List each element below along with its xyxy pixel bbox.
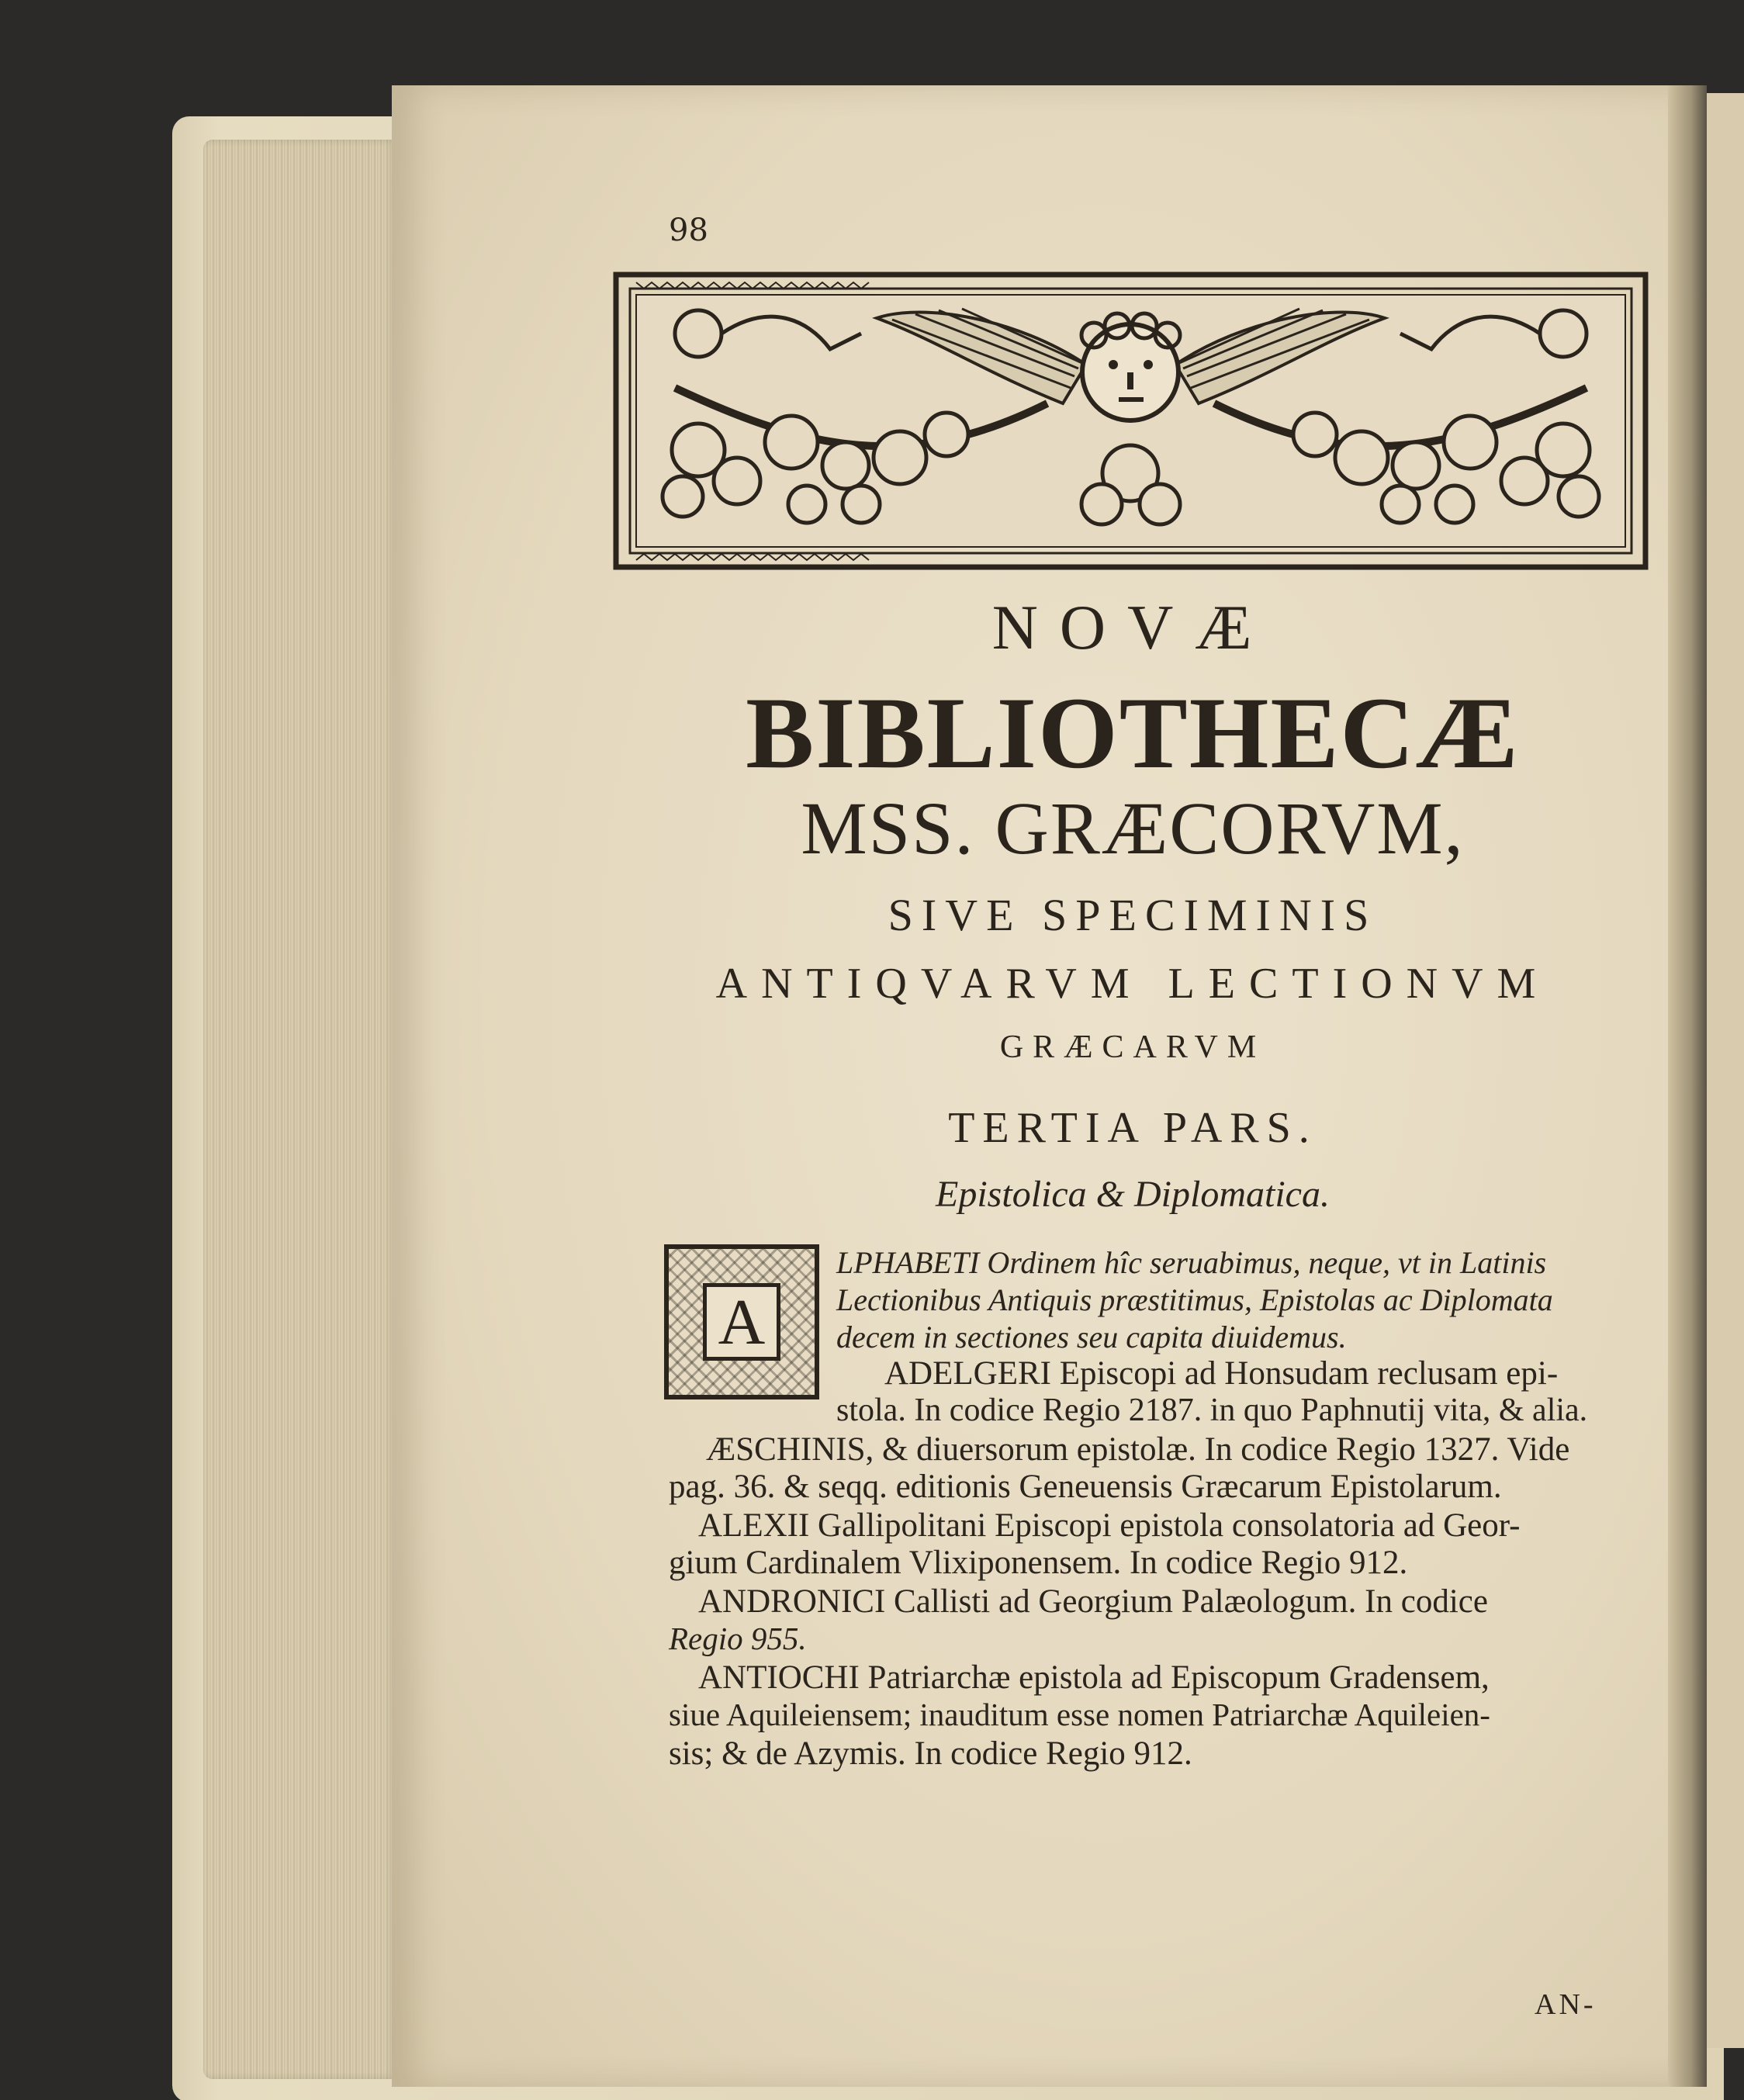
body-line-8: ALEXII Gallipolitani Episcopi epistola consolatoria ad Geor- bbox=[698, 1507, 1521, 1544]
dropcap-frame bbox=[664, 1244, 819, 1399]
title-line-4: SIVE SPECIMINIS bbox=[888, 890, 1378, 940]
body-line-3: decem in sectiones seu capita diuidemus. bbox=[836, 1320, 1347, 1354]
title-line-1: NOVÆ bbox=[991, 592, 1274, 663]
body-line-13: siue Aquileiensem; inauditum esse nomen Patriarchæ Aquileien- bbox=[669, 1697, 1490, 1732]
body-line-5: stola. In codice Regio 2187. in quo Paphnutij vita, & alia. bbox=[836, 1393, 1588, 1428]
body-line-11: Regio 955. bbox=[669, 1621, 807, 1656]
title-line-5: ANTIQVARVM LECTIONVM bbox=[715, 960, 1550, 1008]
facing-page-edge bbox=[1703, 93, 1744, 2048]
body-line-10: ANDRONICI Callisti ad Georgium Palæologum. In codice bbox=[698, 1583, 1488, 1620]
body-line-7: pag. 36. & seqq. editionis Geneuensis Græcarum Epistolarum. bbox=[669, 1469, 1502, 1505]
title-line-8: Epistolica & Diplomatica. bbox=[936, 1174, 1330, 1215]
body-line-14: sis; & de Azymis. In codice Regio 912. bbox=[669, 1735, 1192, 1772]
gutter-shadow bbox=[1668, 85, 1707, 2087]
catchword: AN- bbox=[1535, 1988, 1597, 2021]
body-line-1: LPHABETI Ordinem hîc seruabimus, neque, vt in Latinis bbox=[836, 1245, 1547, 1280]
page-edges bbox=[203, 140, 397, 2079]
title-line-2: BIBLIOTHECÆ bbox=[746, 676, 1520, 790]
title-line-3: MSS. GRÆCORVM, bbox=[801, 787, 1465, 870]
body-line-12: ANTIOCHI Patriarchæ epistola ad Episcopum Gradensem, bbox=[698, 1659, 1490, 1696]
dropcap-letter: A bbox=[703, 1283, 780, 1361]
title-line-7: TERTIA PARS. bbox=[948, 1104, 1317, 1152]
body-line-6: ÆSCHINIS, & diuersorum epistolæ. In codice Regio 1327. Vide bbox=[706, 1431, 1570, 1468]
body-line-2: Lectionibus Antiquis præstitimus, Epistolas ac Diplomata bbox=[836, 1282, 1553, 1317]
page-number: 98 bbox=[669, 213, 708, 248]
body-line-9: gium Cardinalem Vlixiponensem. In codice Regio 912. bbox=[669, 1545, 1408, 1581]
body-line-4: ADELGERI Episcopi ad Honsudam reclusam epi- bbox=[884, 1355, 1559, 1392]
ornament-headpiece bbox=[613, 272, 1649, 570]
title-line-6: GRÆCARVM bbox=[999, 1029, 1266, 1065]
